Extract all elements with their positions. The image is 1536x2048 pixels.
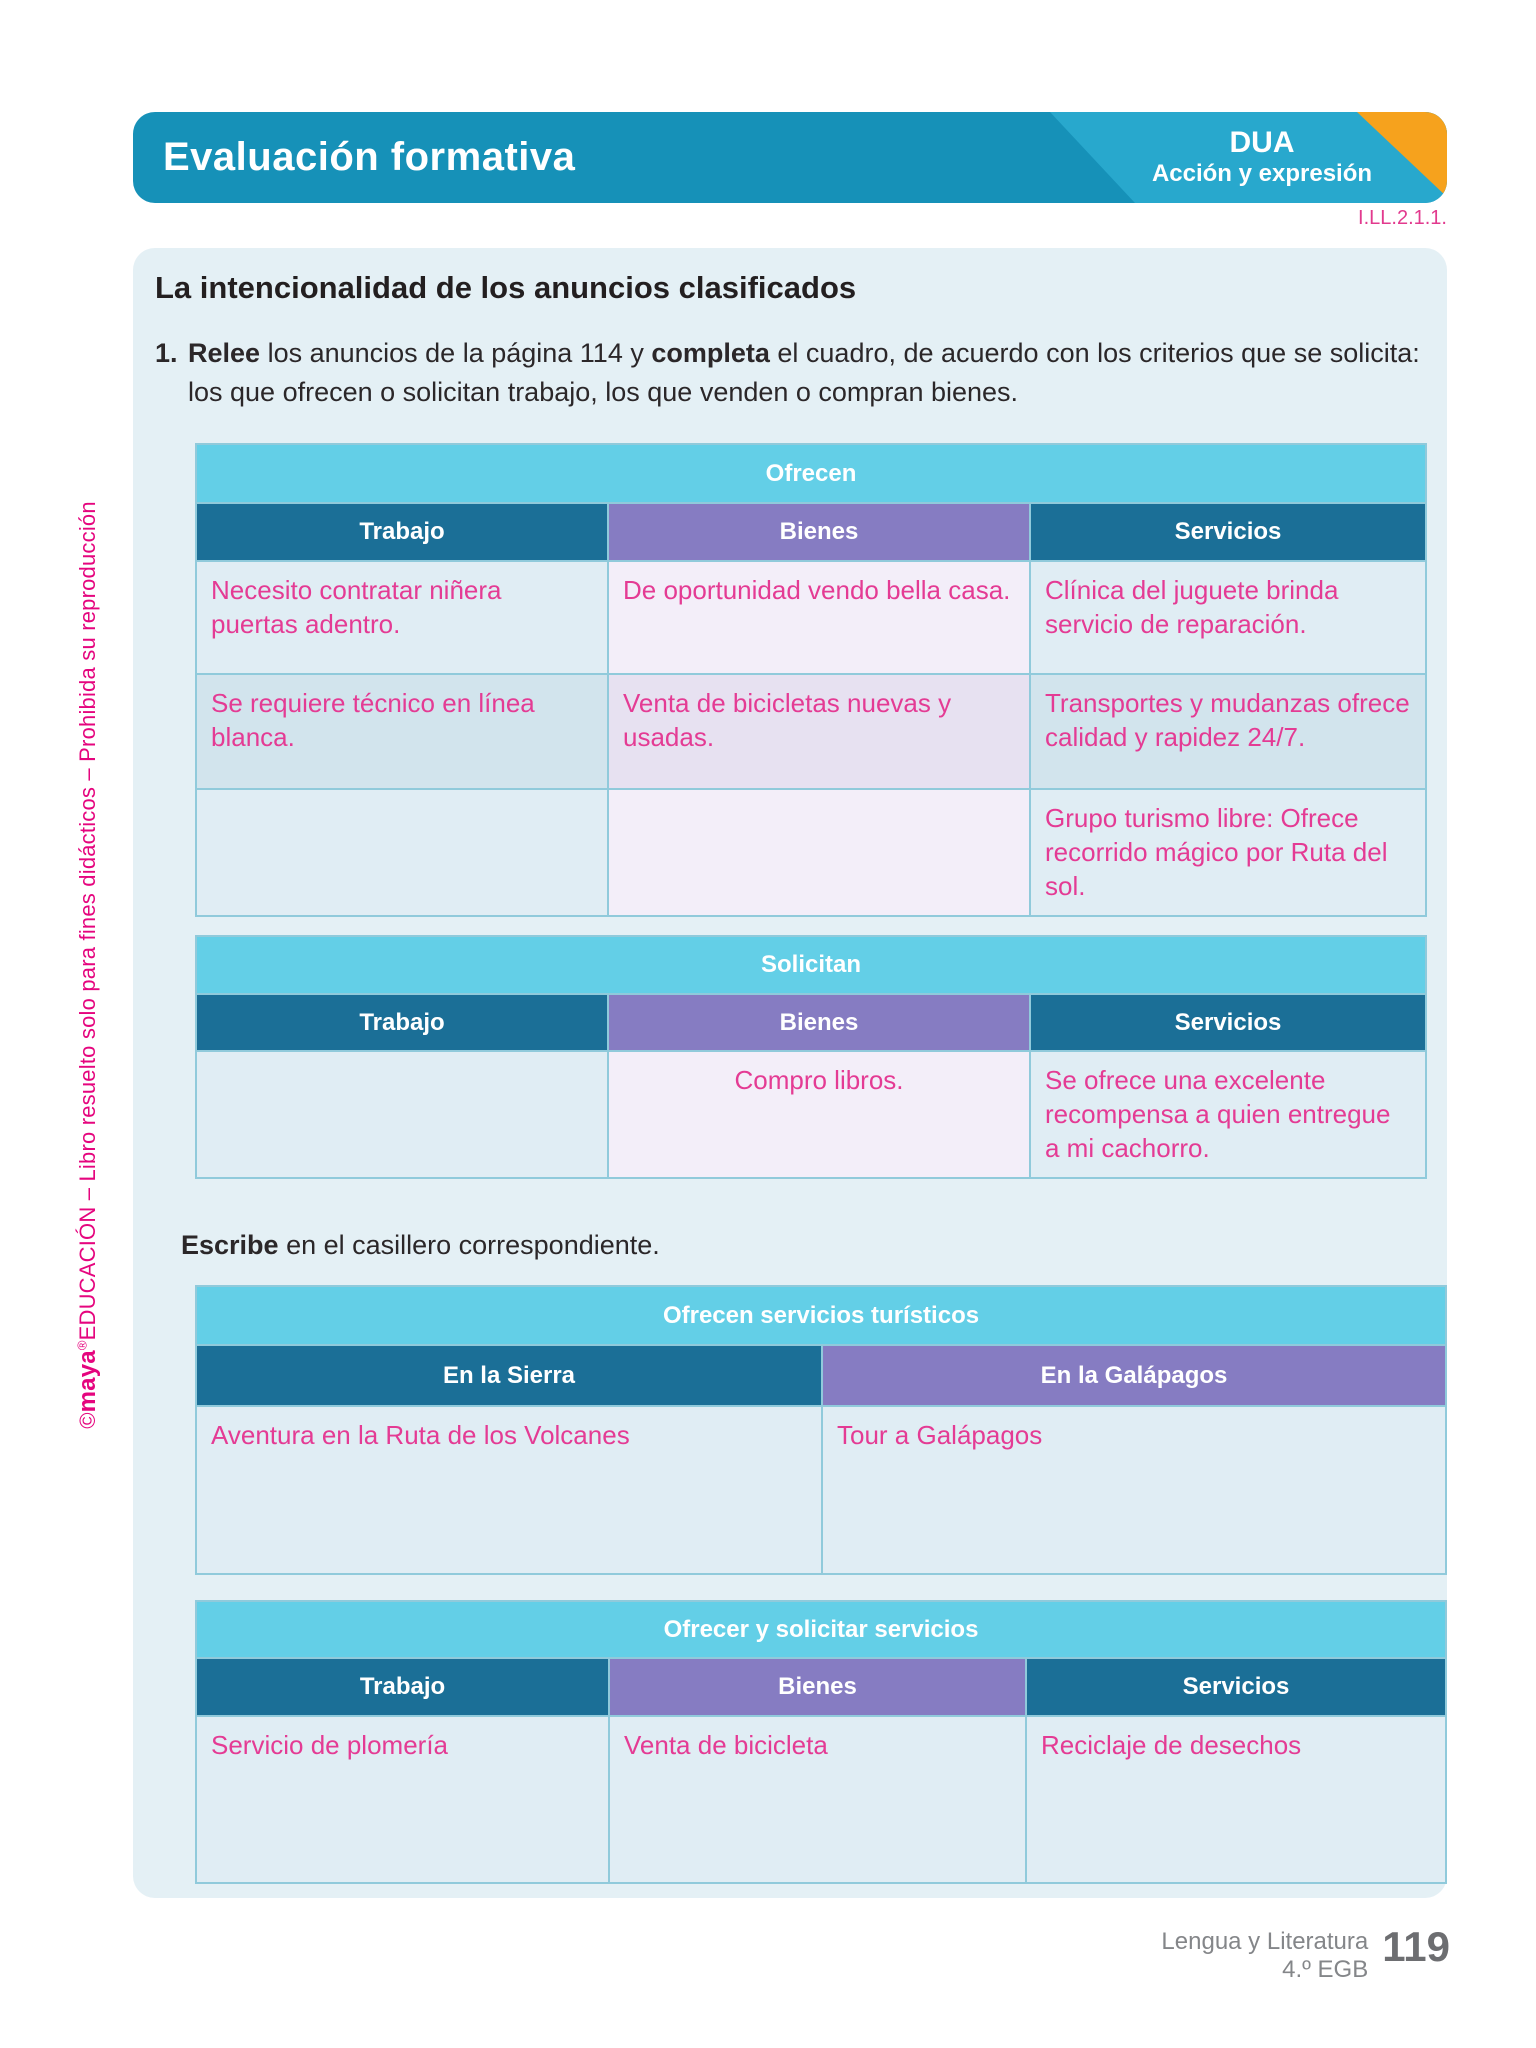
footer-subject-grade xyxy=(1161,1928,1368,1983)
answer-cell: Reciclaje de desechos xyxy=(1026,1716,1446,1883)
column-header-trabajo: Trabajo xyxy=(196,1658,609,1716)
footer-grade: 4.º EGB xyxy=(1282,1955,1369,1983)
column-header-servicios: Servicios xyxy=(1030,503,1426,561)
brand-logo: maya xyxy=(74,1350,101,1413)
lesson-title: La intencionalidad de los anuncios clasificados xyxy=(155,270,857,305)
instruction-2-text: en el casillero correspondiente. xyxy=(278,1230,660,1260)
table-mixto-title: Ofrecer y solicitar servicios xyxy=(196,1601,1446,1658)
copyright-text: EDUCACIÓN – Libro resuelto solo para fines didácticos – Prohibida su reproducción xyxy=(75,501,100,1341)
answer-cell: Venta de bicicleta xyxy=(609,1716,1026,1883)
table-servicios-turisticos xyxy=(195,1285,1447,1575)
table-turisticos-title: Ofrecen servicios turísticos xyxy=(196,1286,1446,1345)
page-number: 119 xyxy=(1382,1923,1450,1970)
answer-cell-empty xyxy=(196,1051,608,1178)
instruction-bold-completa: completa xyxy=(651,338,770,368)
answer-cell: Se requiere técnico en línea blanca. xyxy=(196,674,608,789)
instruction-2 xyxy=(181,1230,660,1261)
column-header-galapagos: En la Galápagos xyxy=(822,1345,1446,1406)
answer-cell: Se ofrece una excelente recompensa a quien entregue a mi cachorro. xyxy=(1030,1051,1426,1178)
instruction-1-text xyxy=(188,334,1435,412)
instruction-number: 1. xyxy=(155,338,178,368)
column-header-bienes: Bienes xyxy=(608,503,1030,561)
header-title: Evaluación formativa xyxy=(163,135,576,179)
answer-cell: Venta de bicicletas nuevas y usadas. xyxy=(608,674,1030,789)
instruction-seg-2: el cuadro, de acuerdo con los criterios que se solicita: los que ofrecen o solicitan trabajo, los que venden o compran bienes. xyxy=(188,338,1420,408)
answer-cell: Clínica del juguete brinda servicio de reparación. xyxy=(1030,561,1426,674)
answer-cell: Tour a Galápagos xyxy=(822,1406,1446,1574)
page-footer xyxy=(1161,1923,1450,1983)
instruction-seg-1: los anuncios de la página 114 y xyxy=(260,338,652,368)
table-ofrecen-title: Ofrecen xyxy=(196,444,1426,503)
column-header-servicios: Servicios xyxy=(1030,994,1426,1051)
dua-badge xyxy=(1102,126,1422,189)
footer-subject: Lengua y Literatura xyxy=(1161,1928,1369,1955)
dua-badge-subtitle: Acción y expresión xyxy=(1151,160,1373,187)
copyright-vertical-text xyxy=(74,501,102,1429)
dua-badge-title: DUA xyxy=(1229,126,1295,159)
instruction-bold-relee: Relee xyxy=(188,338,261,368)
column-header-trabajo: Trabajo xyxy=(196,994,608,1051)
copyright-symbol: © xyxy=(75,1412,100,1429)
standard-code: I.LL.2.1.1. xyxy=(1358,207,1447,229)
answer-cell: Servicio de plomería xyxy=(196,1716,609,1883)
instruction-bold-escribe: Escribe xyxy=(181,1230,279,1260)
answer-cell: Aventura en la Ruta de los Volcanes xyxy=(196,1406,822,1574)
table-ofrecer-solicitar xyxy=(195,1600,1447,1884)
column-header-bienes: Bienes xyxy=(609,1658,1026,1716)
column-header-bienes: Bienes xyxy=(608,994,1030,1051)
answer-cell: Compro libros. xyxy=(608,1051,1030,1178)
answer-cell: Transportes y mudanzas ofrece calidad y rapidez 24/7. xyxy=(1030,674,1426,789)
answer-cell: De oportunidad vendo bella casa. xyxy=(608,561,1030,674)
answer-cell-empty xyxy=(196,789,608,916)
column-header-servicios: Servicios xyxy=(1026,1658,1446,1716)
table-solicitan xyxy=(195,935,1427,1179)
content-box xyxy=(133,248,1447,1898)
instruction-1 xyxy=(155,334,1435,412)
column-header-sierra: En la Sierra xyxy=(196,1345,822,1406)
header-band xyxy=(133,112,1447,203)
answer-cell: Necesito contratar niñera puertas adentro. xyxy=(196,561,608,674)
registered-mark: ® xyxy=(74,1340,90,1351)
table-ofrecen xyxy=(195,443,1427,917)
column-header-trabajo: Trabajo xyxy=(196,503,608,561)
answer-cell: Grupo turismo libre: Ofrece recorrido mágico por Ruta del sol. xyxy=(1030,789,1426,916)
answer-cell-empty xyxy=(608,789,1030,916)
table-solicitan-title: Solicitan xyxy=(196,936,1426,994)
